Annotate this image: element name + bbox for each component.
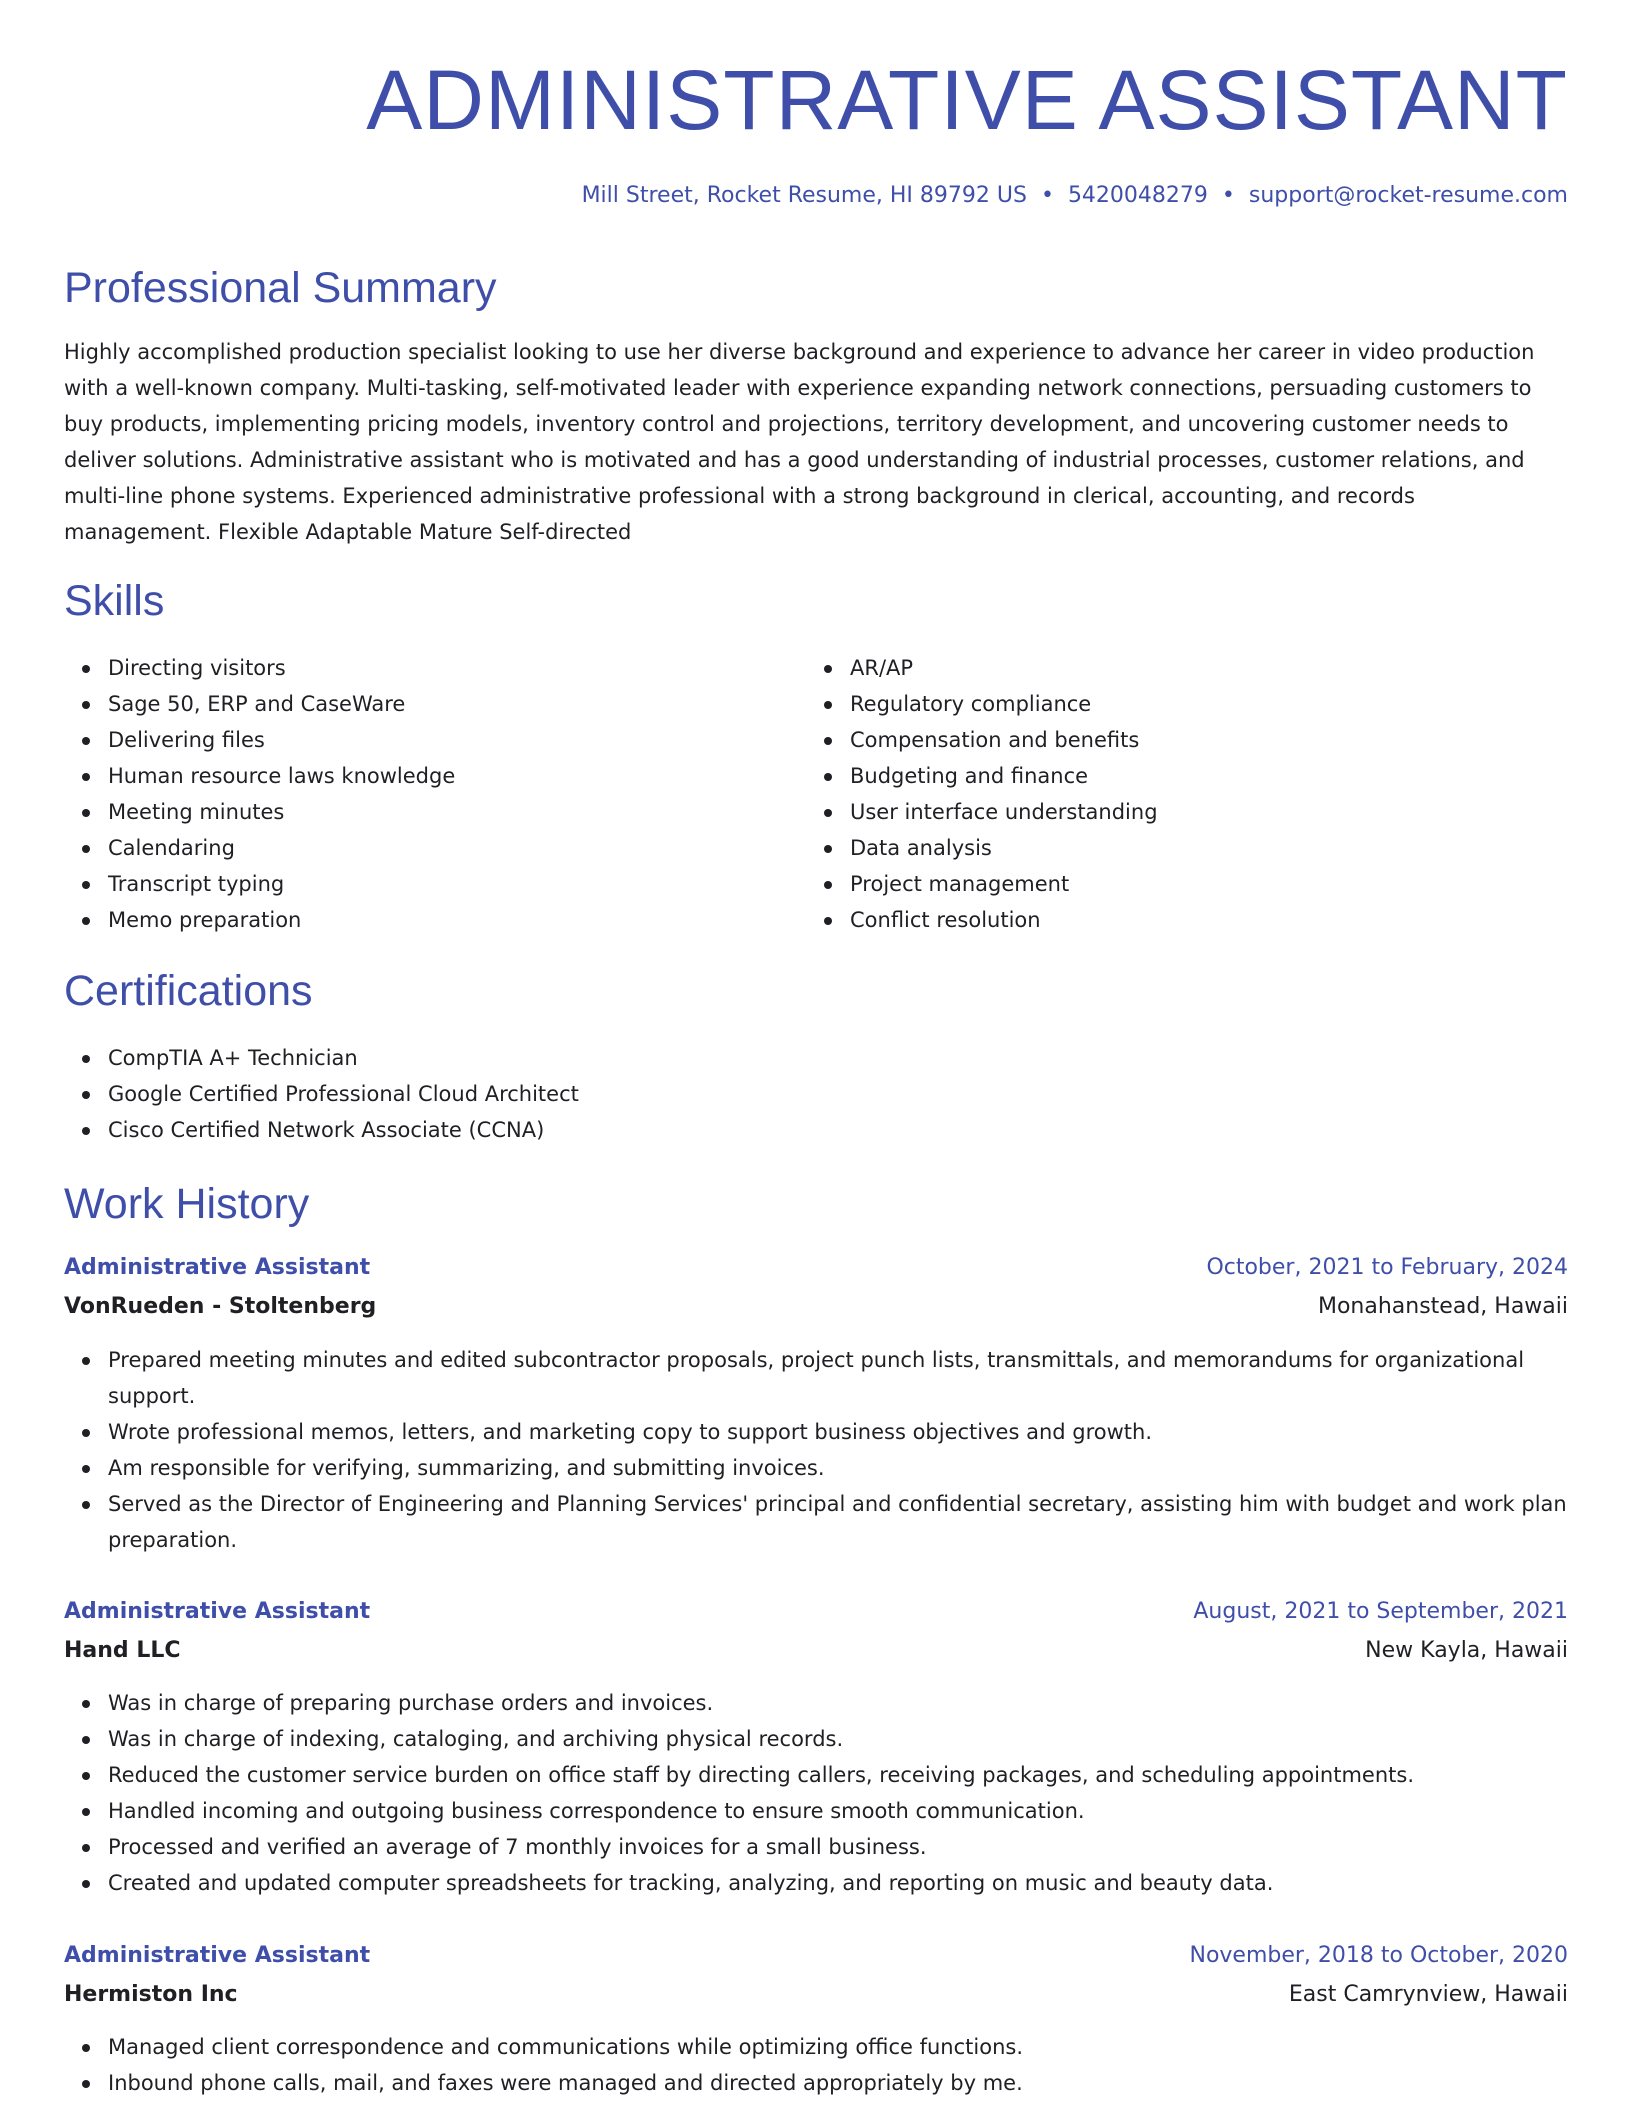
duty-item: Handled incoming and outgoing business correspondence to ensure smooth communication. — [64, 1793, 1568, 1829]
skill-item: Directing visitors — [64, 650, 784, 686]
duty-item: Was in charge of preparing purchase orders and invoices. — [64, 1685, 1568, 1721]
contact-address: Mill Street, Rocket Resume, HI 89792 US — [581, 183, 1027, 208]
summary-text: Highly accomplished production specialist looking to use her diverse background and experience to advance her career in video production with a well-known company. Multi-tasking, self-motivated leader with experience expanding network connections, persuading customers to buy products, implementing pricing models, inventory control and projections, territory development, and uncovering customer needs to deliver solutions. Administrative assistant who is motivated and has a good understanding of industrial processes, customer relations, and multi-line phone systems. Experienced administrative professional with a strong background in clerical, accounting, and records management. Flexible Adaptable Mature Self-directed — [64, 340, 1535, 544]
job-company: Hermiston Inc — [64, 1982, 238, 2007]
job-duties-list — [64, 1342, 1568, 1558]
resume-page — [64, 0, 1568, 2112]
duty-item: Inbound phone calls, mail, and faxes were managed and directed appropriately by me. — [64, 2065, 1568, 2101]
job-dates: October, 2021 to February, 2024 — [1206, 1255, 1568, 1280]
duty-item: Created and updated computer spreadsheets for tracking, analyzing, and reporting on music and beauty data. — [64, 1865, 1568, 1901]
skills-list-left — [64, 650, 784, 938]
job-duties-list — [64, 1685, 1568, 1901]
duty-item: Wrote professional memos, letters, and marketing copy to support business objectives and growth. — [64, 1414, 1568, 1450]
skill-item: Conflict resolution — [806, 902, 1568, 938]
skill-item: Regulatory compliance — [806, 686, 1568, 722]
job-duties-list — [64, 2029, 1568, 2101]
job-title: Administrative Assistant — [64, 1943, 371, 1968]
certification-item: Cisco Certified Network Associate (CCNA) — [64, 1112, 1568, 1148]
skill-item: Meeting minutes — [64, 794, 784, 830]
skill-item: Transcript typing — [64, 866, 784, 902]
skill-item: Calendaring — [64, 830, 784, 866]
contact-phone: 5420048279 — [1067, 183, 1208, 208]
job-company: Hand LLC — [64, 1638, 181, 1663]
certifications-list — [64, 1040, 1568, 1148]
job-title: Administrative Assistant — [64, 1255, 371, 1280]
duty-item: Prepared meeting minutes and edited subcontractor proposals, project punch lists, transmittals, and memorandums for organizational support. — [64, 1342, 1568, 1414]
skill-item: AR/AP — [806, 650, 1568, 686]
skill-item: Budgeting and finance — [806, 758, 1568, 794]
duty-item: Served as the Director of Engineering and Planning Services' principal and confidential secretary, assisting him with budget and work plan preparation. — [64, 1486, 1568, 1558]
job-dates: November, 2018 to October, 2020 — [1189, 1943, 1568, 1968]
skill-item: Data analysis — [806, 830, 1568, 866]
job-title: Administrative Assistant — [64, 1599, 371, 1624]
certification-item: Google Certified Professional Cloud Architect — [64, 1076, 1568, 1112]
job-location: New Kayla, Hawaii — [1365, 1638, 1568, 1663]
duty-item: Reduced the customer service burden on office staff by directing callers, receiving packages, and scheduling appointments. — [64, 1757, 1568, 1793]
separator-dot: • — [1040, 183, 1054, 208]
duty-item: Am responsible for verifying, summarizing, and submitting invoices. — [64, 1450, 1568, 1486]
certifications-heading: Certifications — [64, 967, 313, 1015]
skill-item: Sage 50, ERP and CaseWare — [64, 686, 784, 722]
duty-item: Processed and verified an average of 7 monthly invoices for a small business. — [64, 1829, 1568, 1865]
skill-item: Project management — [806, 866, 1568, 902]
skill-item: Memo preparation — [64, 902, 784, 938]
job-location: Monahanstead, Hawaii — [1317, 1294, 1568, 1319]
skills-heading: Skills — [64, 577, 165, 625]
skills-list-right — [806, 650, 1568, 938]
summary-heading: Professional Summary — [64, 264, 497, 312]
duty-item: Managed client correspondence and communications while optimizing office functions. — [64, 2029, 1568, 2065]
skill-item: Compensation and benefits — [806, 722, 1568, 758]
contact-line — [582, 180, 1568, 212]
skill-item: Delivering files — [64, 722, 784, 758]
certification-item: CompTIA A+ Technician — [64, 1040, 1568, 1076]
separator-dot: • — [1221, 183, 1235, 208]
job-company: VonRueden - Stoltenberg — [64, 1294, 377, 1319]
skill-item: User interface understanding — [806, 794, 1568, 830]
job-location: East Camrynview, Hawaii — [1288, 1982, 1568, 2007]
contact-email[interactable]: support@rocket-resume.com — [1248, 183, 1568, 208]
job-dates: August, 2021 to September, 2021 — [1193, 1599, 1568, 1624]
skill-item: Human resource laws knowledge — [64, 758, 784, 794]
resume-title: ADMINISTRATIVE ASSISTANT — [366, 53, 1568, 147]
work-history-heading: Work History — [64, 1180, 310, 1228]
duty-item: Was in charge of indexing, cataloging, and archiving physical records. — [64, 1721, 1568, 1757]
